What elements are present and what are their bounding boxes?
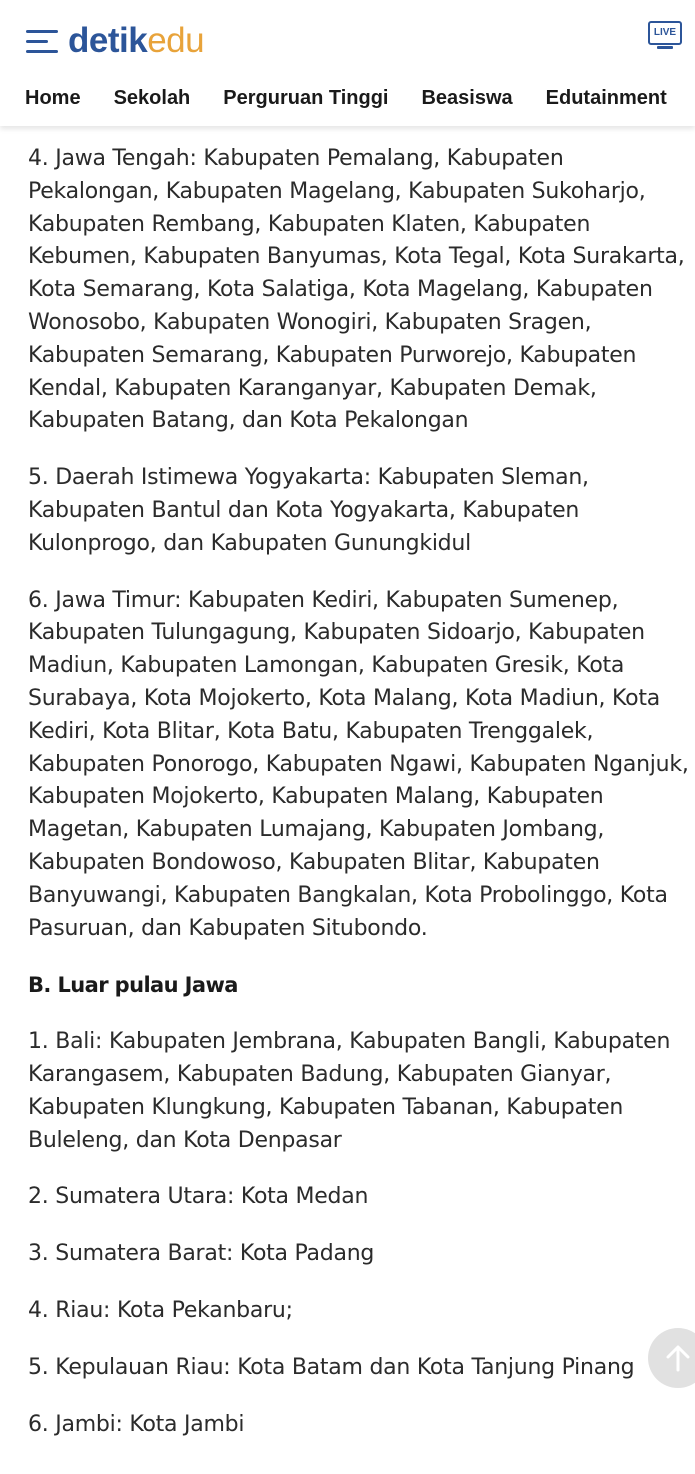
list-item-sumatera-utara: 2. Sumatera Utara: Kota Medan	[28, 1184, 369, 1210]
list-item-bali: 1. Bali: Kabupaten Jembrana, Kabupaten Bangli, Kabupaten Karangasem, Kabupaten Badung, Kabupaten Gianyar, Kabupaten Klungkung, Kabupaten Tabanan, Kabupaten Buleleng, dan Kota Denpasar	[28, 1029, 671, 1153]
main-nav	[25, 84, 695, 112]
hamburger-menu-icon[interactable]	[26, 29, 60, 55]
list-item-jawa-timur: 6. Jawa Timur: Kabupaten Kediri, Kabupaten Sumenep, Kabupaten Tulungagung, Kabupaten Sidoarjo, Kabupaten Madiun, Kabupaten Lamongan, Kabupaten Gresik, Kota Surabaya, Kota Mojokerto, Kota Malang, Kota Madiun, Kota Kediri, Kota Blitar, Kota Batu, Kabupaten Trenggalek, Kabupaten Ponorogo, Kabupaten Ngawi, Kabupaten Nganjuk, Kabupaten Mojokerto, Kabupaten Malang, Kabupaten Magetan, Kabupaten Lumajang, Kabupaten Jombang, Kabupaten Bondowoso, Kabupaten Blitar, Kabupaten Banyuwangi, Kabupaten Bangkalan, Kota Probolinggo, Kota Pasuruan, dan Kabupaten Situbondo.	[28, 587, 689, 941]
live-tv-button[interactable]	[648, 21, 684, 49]
logo-accent-text: edu	[147, 21, 205, 60]
section-heading-luar-jawa: B. Luar pulau Jawa	[28, 973, 238, 998]
site-header	[0, 0, 695, 126]
logo-main-text: detik	[68, 21, 148, 60]
list-item-yogyakarta: 5. Daerah Istimewa Yogyakarta: Kabupaten Sleman, Kabupaten Bantul dan Kota Yogyakarta, Kabupaten Kulonprogo, dan Kabupaten Gunungkidul	[28, 465, 589, 556]
list-item-sumatera-barat: 3. Sumatera Barat: Kota Padang	[28, 1241, 375, 1267]
tv-stand	[657, 46, 673, 49]
nav-item-beasiswa[interactable]: Beasiswa	[421, 87, 513, 109]
list-item-kepulauan-riau: 5. Kepulauan Riau: Kota Batam dan Kota Tanjung Pinang	[28, 1354, 635, 1380]
tv-live-icon: LIVE	[648, 21, 682, 45]
list-item-jambi: 6. Jambi: Kota Jambi	[28, 1411, 245, 1437]
nav-item-home[interactable]: Home	[25, 87, 81, 109]
nav-item-sekolah[interactable]: Sekolah	[113, 87, 191, 109]
nav-item-edutainment[interactable]: Edutainment	[545, 87, 667, 109]
list-item-riau: 4. Riau: Kota Pekanbaru;	[28, 1297, 293, 1323]
article-body	[28, 143, 692, 1465]
list-item-jawa-tengah: 4. Jawa Tengah: Kabupaten Pemalang, Kabupaten Pekalongan, Kabupaten Magelang, Kabupaten Sukoharjo, Kabupaten Rembang, Kabupaten Klaten, Kabupaten Kebumen, Kabupaten Banyumas, Kota Tegal, Kota Surakarta, Kota Semarang, Kota Salatiga, Kota Magelang, Kabupaten Wonosobo, Kabupaten Wonogiri, Kabupaten Sragen, Kabupaten Semarang, Kabupaten Purworejo, Kabupaten Kendal, Kabupaten Karanganyar, Kabupaten Demak, Kabupaten Batang, dan Kota Pekalongan	[28, 146, 685, 434]
site-logo[interactable]	[68, 19, 204, 63]
nav-item-perguruan-tinggi[interactable]: Perguruan Tinggi	[223, 87, 389, 109]
arrow-up-icon	[665, 1344, 691, 1372]
